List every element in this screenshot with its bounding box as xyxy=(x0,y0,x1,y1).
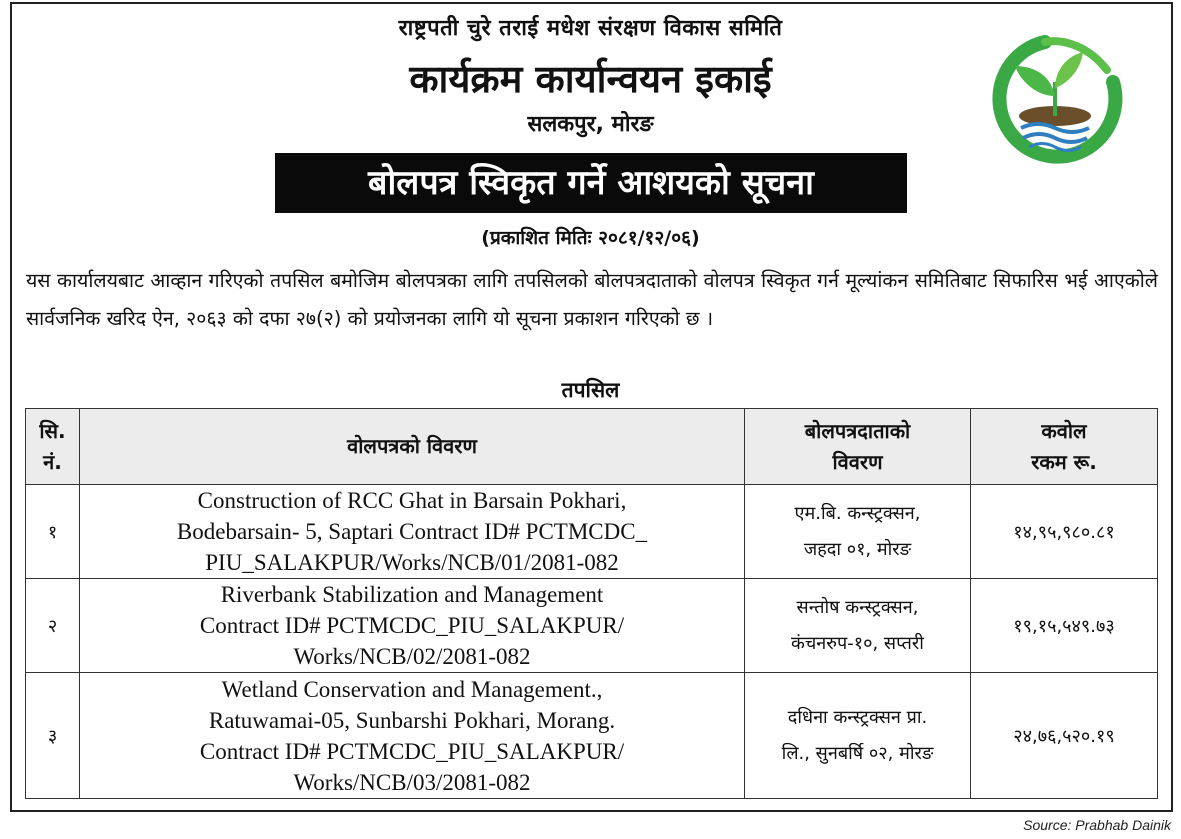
sapling-hand-water-logo xyxy=(985,30,1127,172)
description-line: Riverbank Stabilization and Management xyxy=(220,582,604,607)
bidder-line: दधिना कन्स्ट्रक्सन प्रा. xyxy=(787,706,928,728)
header-sn xyxy=(26,409,80,485)
table-row xyxy=(26,579,1158,673)
bidder-line: कंचनरुप-१०, सप्तरी xyxy=(791,632,924,654)
source-credit: Source: Prabhab Dainik xyxy=(1023,817,1171,833)
description-line: Works/NCB/03/2081-082 xyxy=(293,769,531,795)
row-amount: १९,१५,५४९.७३ xyxy=(971,579,1158,673)
header-sn-line1: सि. xyxy=(39,418,66,443)
row-bidder xyxy=(745,673,971,799)
bid-acceptance-table xyxy=(25,408,1158,799)
office-location: सलकपुर, मोरङ xyxy=(527,112,654,137)
description-line: Wetland Conservation and Management., xyxy=(221,676,603,702)
bidder-line: जहदा ०१, मोरङ xyxy=(803,538,912,560)
header-amount-line1: कवोल xyxy=(1041,418,1087,443)
row-description xyxy=(80,579,745,673)
bidder-line: एम.बि. कन्स्ट्रक्सन, xyxy=(794,502,921,524)
bidder-line: लि., सुनबर्षि ०२, मोरङ xyxy=(781,742,934,764)
row-sn: १ xyxy=(26,485,80,579)
description-line: Bodebarsain- 5, Saptari Contract ID# PCTMCDC_ xyxy=(176,519,648,544)
schedule-title: तपसिल xyxy=(561,378,620,402)
notice-title-banner: बोलपत्र स्विकृत गर्ने आशयको सूचना xyxy=(275,153,907,213)
table-row xyxy=(26,673,1158,799)
row-bidder xyxy=(745,485,971,579)
row-sn: ३ xyxy=(26,673,80,799)
table-header-row xyxy=(26,409,1158,485)
row-amount: १४,९५,९८०.८१ xyxy=(971,485,1158,579)
row-bidder xyxy=(745,579,971,673)
description-line: Contract ID# PCTMCDC_PIU_SALAKPUR/ xyxy=(199,613,625,638)
row-description xyxy=(80,485,745,579)
description-line: Ratuwamai-05, Sunbarshi Pokhari, Morang. xyxy=(208,707,616,733)
sapling-leaf-left xyxy=(1015,66,1055,96)
published-date: (प्रकाशित मितिः २०८१/१२/०६) xyxy=(481,227,700,249)
sapling-leaf-right xyxy=(1055,52,1083,88)
description-line: Contract ID# PCTMCDC_PIU_SALAKPUR/ xyxy=(199,738,625,764)
row-description xyxy=(80,673,745,799)
header-bidder-line2: विवरण xyxy=(832,449,883,474)
unit-name: कार्यक्रम कार्यान्वयन इकाई xyxy=(409,57,772,101)
row-sn: २ xyxy=(26,579,80,673)
table-row xyxy=(26,485,1158,579)
description-line: PIU_SALAKPUR/Works/NCB/01/2081-082 xyxy=(205,550,619,575)
header-sn-line2: नं. xyxy=(43,449,62,474)
header-bidder xyxy=(745,409,971,485)
bidder-line: सन्तोष कन्स्ट्रक्सन, xyxy=(796,596,919,618)
water-wave-2 xyxy=(1023,134,1087,142)
header-amount-line2: रकम रू. xyxy=(1031,449,1097,474)
header-description: वोलपत्रको विवरण xyxy=(80,409,745,485)
header-bidder-line1: बोलपत्रदाताको xyxy=(804,418,911,443)
header-amount xyxy=(971,409,1158,485)
intro-paragraph: यस कार्यालयबाट आव्हान गरिएको तपसिल बमोजिम बोलपत्रका लागि तपसिलको बोलपत्रदाताको वोलपत्र स्विकृत गर्न मूल्यांकन समितिबाट सिफारिस भई आएकोले सार्वजनिक खरिद ऐन, २०६३ को दफा २७(२) को प्रयोजनका लागि यो सूचना प्रकाशन गरिएको छ । xyxy=(26,269,1158,330)
organization-name: राष्ट्रपती चुरे तराई मधेश संरक्षण विकास समिति xyxy=(398,16,783,41)
row-amount: २४,७६,५२०.१९ xyxy=(971,673,1158,799)
description-line: Construction of RCC Ghat in Barsain Pokhari, xyxy=(197,488,627,513)
description-line: Works/NCB/02/2081-082 xyxy=(293,644,531,669)
